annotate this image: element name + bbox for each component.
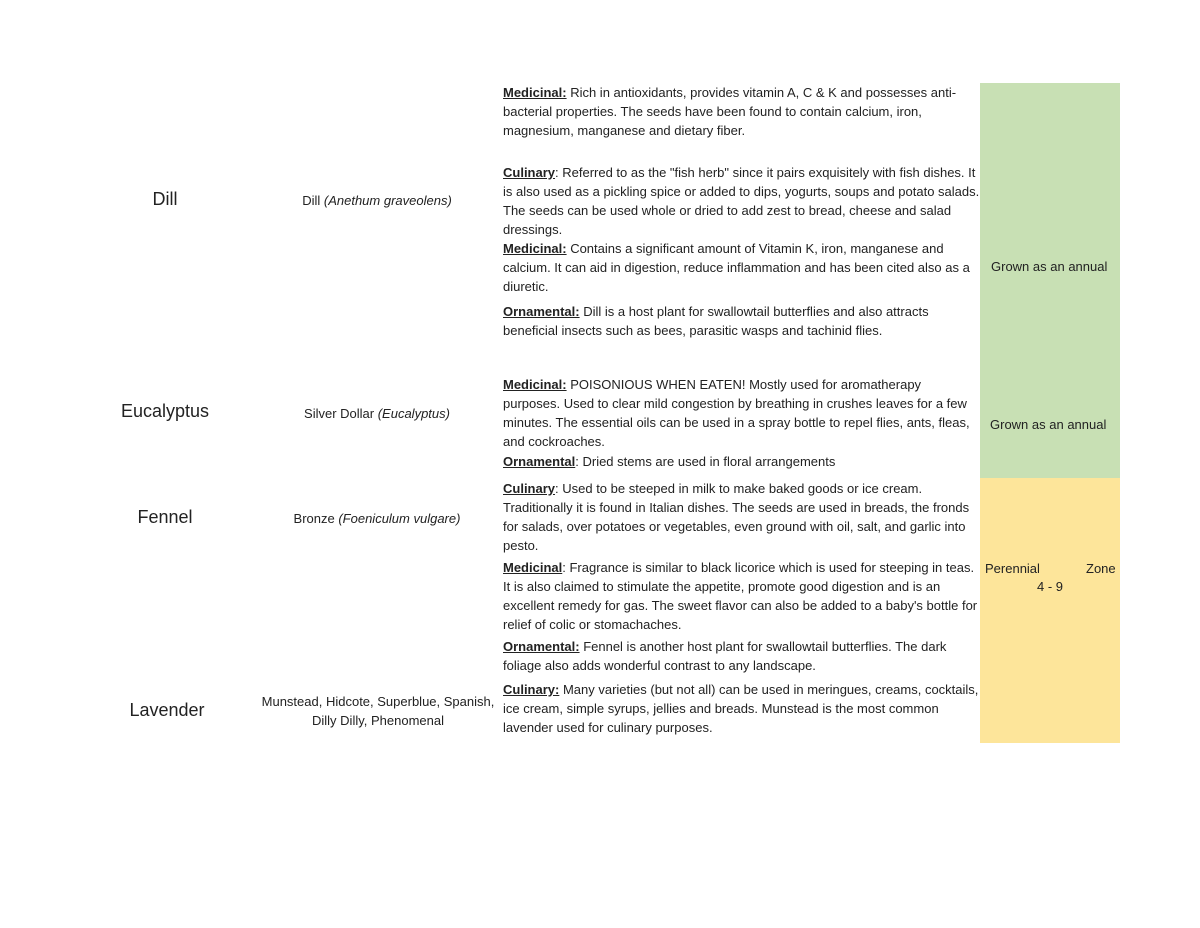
fennel-uses-culinary [503,479,981,555]
fennel-uses-medicinal [503,558,981,634]
growth-fennel-type: Perennial [985,561,1040,576]
top-uses-medicinal [503,83,981,140]
use-text: Contains a significant amount of Vitamin K, iron, manganese and calcium. It can aid in digestion, reduce inflammation and has been cited also as a diuretic. [503,241,970,294]
use-kind-label: Culinary [503,165,556,180]
growth-eucalyptus: Grown as an annual [990,417,1107,432]
dill-uses-culinary [503,163,981,239]
use-text: Many varieties (but not all) can be used in meringues, creams, cocktails, ice cream, simple syrups, jellies and breads. Munstead is the most common lavender used for culinary purposes. [503,682,979,735]
variety-common-name: Silver Dollar [304,406,378,421]
lavender-uses-culinary [503,680,981,737]
use-kind-label: Medicinal: [503,85,567,100]
use-kind-label: Ornamental [503,454,576,469]
dill-uses-medicinal [503,239,981,296]
variety-common-name: Dill [302,193,324,208]
use-kind-label: Ornamental: [503,639,580,654]
variety-lavender [253,692,503,730]
variety-dill [252,191,502,210]
dill-uses-ornamental [503,302,981,340]
herb-name-lavender: Lavender [129,700,205,720]
use-text: Fennel is another host plant for swallowtail butterflies. The dark foliage also adds wonderful contrast to any landscape. [503,639,947,673]
growth-fennel-zone-range: 4 - 9 [1037,579,1064,594]
variety-line: Munstead, Hidcote, Superblue, Spanish, [261,694,495,709]
use-text: : Used to be steeped in milk to make baked goods or ice cream. Traditionally it is found in Italian dishes. The seeds are used in breads, the fronds for salads, over potatoes or vegetables, even ground with oil, salt, and garlic into pesto. [503,481,970,553]
variety-latin-name: (Eucalyptus) [377,406,450,421]
herb-name-eucalyptus: Eucalyptus [120,401,210,421]
variety-line: Dilly Dilly, Phenomenal [312,713,444,728]
use-kind-label: Culinary: [503,682,560,697]
perennial-band [980,478,1120,743]
use-kind-label: Culinary [503,481,556,496]
variety-latin-name: (Foeniculum vulgare) [338,511,461,526]
use-text: : Referred to as the "fish herb" since it pairs exquisitely with fish dishes. It is also used as a pickling spice or added to dips, yogurts, soups and potato salads. The seeds can be used whole or dried to add zest to bread, cheese and salad dressings. [503,165,980,237]
variety-fennel [252,509,502,528]
herb-name-dill: Dill [152,189,178,209]
eucalyptus-uses-medicinal [503,375,981,451]
fennel-uses-ornamental [503,637,981,675]
use-text: POISONIOUS WHEN EATEN! Mostly used for aromatherapy purposes. Used to clear mild congestion by breathing in crushes leaves for a few minutes. The essential oils can be used in a spray bottle to repel flies, ants, fleas, and cockroaches. [503,377,970,449]
use-kind-label: Ornamental: [503,304,580,319]
variety-latin-name: (Anethum graveolens) [323,193,452,208]
use-kind-label: Medicinal: [503,241,567,256]
growth-fennel-zone-label: Zone [1086,561,1116,576]
growth-dill: Grown as an annual [991,259,1108,274]
use-kind-label: Medicinal [503,560,563,575]
use-kind-label: Medicinal: [503,377,567,392]
use-text: Dill is a host plant for swallowtail butterflies and also attracts beneficial insects such as bees, parasitic wasps and tachinid flies. [503,304,929,338]
use-text: : Dried stems are used in floral arrangements [575,454,836,469]
use-text: : Fragrance is similar to black licorice which is used for steeping in teas. It is also claimed to stimulate the appetite, promote good digestion and is an excellent remedy for gas. The sweet flavor can also be added to a baby's bottle for relief of colic or stomachaches. [503,560,978,632]
herb-name-fennel: Fennel [137,507,193,527]
variety-eucalyptus [252,404,502,423]
variety-common-name: Bronze [293,511,339,526]
eucalyptus-uses-ornamental [503,452,981,471]
use-text: Rich in antioxidants, provides vitamin A, C & K and possesses anti-bacterial properties. The seeds have been found to contain calcium, iron, magnesium, manganese and dietary fiber. [503,85,957,138]
